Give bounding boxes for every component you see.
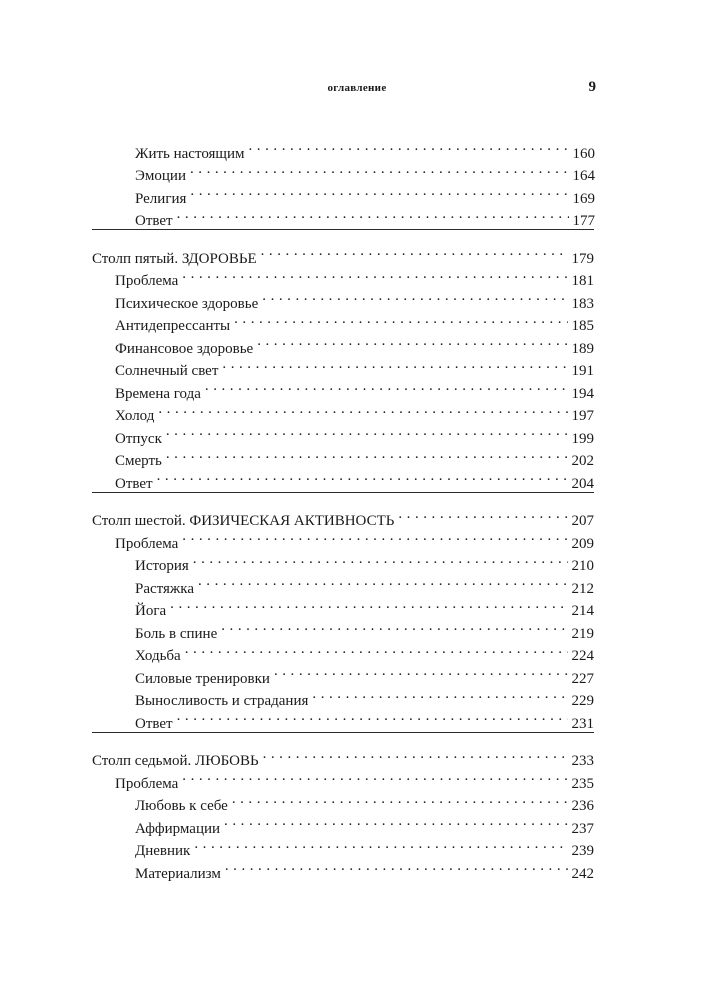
- toc-entry-page: 227: [571, 670, 594, 687]
- dot-leader: [190, 158, 569, 181]
- toc-entry[interactable]: [92, 263, 594, 289]
- toc-entry-label: Ответ: [115, 475, 153, 492]
- toc-entry[interactable]: [92, 465, 594, 492]
- toc-entry-label: Йога: [135, 603, 167, 619]
- toc-entry-label: Проблема: [115, 775, 179, 792]
- toc-entry[interactable]: [92, 810, 594, 837]
- dot-leader: [263, 743, 568, 766]
- toc-entry-label: Психическое здоровье: [115, 295, 259, 312]
- dot-leader: [232, 788, 568, 811]
- dot-leader: [157, 465, 568, 488]
- dot-leader: [205, 375, 568, 398]
- dot-leader: [182, 263, 567, 286]
- toc-entry-page: 185: [571, 318, 594, 334]
- toc-entry-label: Отпуск: [115, 430, 162, 447]
- toc-entry-page: 235: [571, 775, 594, 792]
- toc-continued-group: [0, 133, 714, 229]
- toc-entry-page: 204: [571, 475, 594, 492]
- toc-entry-page: 210: [571, 558, 594, 574]
- toc-part-page: 179: [571, 250, 594, 267]
- toc-entry-page: 214: [571, 603, 594, 619]
- toc-entry-label: Аффирмации: [135, 820, 221, 837]
- toc-entry-page: 209: [571, 535, 594, 552]
- toc-entry-page: 160: [572, 145, 595, 162]
- dot-leader: [274, 660, 568, 683]
- toc-entry[interactable]: [92, 548, 594, 574]
- toc-entry-label: Боль в спине: [135, 625, 218, 642]
- dot-leader: [224, 810, 567, 833]
- toc-entry-label: Антидепрессанты: [115, 318, 231, 334]
- dot-leader: [222, 353, 567, 376]
- toc-entry[interactable]: [92, 308, 594, 334]
- toc-entry[interactable]: [92, 788, 594, 814]
- toc-entry-label: Ходьба: [135, 648, 181, 664]
- toc-part-title: Столп седьмой. ЛЮБОВЬ: [92, 753, 259, 769]
- toc-entry-label: Проблема: [115, 273, 179, 289]
- toc-part-title: Столп пятый. ЗДОРОВЬЕ: [92, 250, 257, 267]
- toc-part-page: 233: [571, 753, 594, 769]
- toc-entry-label: Смерть: [115, 453, 162, 469]
- toc-entry[interactable]: [92, 398, 594, 424]
- toc-entry-page: 236: [571, 798, 594, 814]
- dot-leader: [262, 285, 567, 308]
- toc-entry[interactable]: [92, 353, 594, 379]
- dot-leader: [190, 180, 568, 203]
- toc-entry[interactable]: [92, 525, 594, 552]
- toc-entry-page: 181: [571, 273, 594, 289]
- toc-entry-page: 177: [572, 213, 595, 229]
- dot-leader: [177, 705, 568, 728]
- dot-leader: [398, 503, 567, 526]
- dot-leader: [166, 443, 568, 466]
- dot-leader: [261, 240, 568, 263]
- toc-entry-label: Эмоции: [135, 168, 186, 184]
- dot-leader: [198, 570, 568, 593]
- toc-entry[interactable]: [0, 203, 714, 229]
- table-of-contents: [0, 133, 714, 882]
- toc-entry-label: Выносливость и страдания: [135, 693, 309, 709]
- toc-entry-page: 224: [571, 648, 594, 664]
- dot-leader: [257, 330, 567, 353]
- page-number: 9: [588, 79, 596, 95]
- toc-entry-label: Солнечный свет: [115, 363, 219, 379]
- toc-part-title: Столп шестой. ФИЗИЧЕСКАЯ АКТИВНОСТЬ: [92, 513, 395, 529]
- toc-entry-page: 189: [571, 340, 594, 357]
- dot-leader: [249, 135, 569, 158]
- toc-entry-page: 239: [571, 843, 594, 859]
- toc-entry-page: 197: [571, 408, 594, 424]
- toc-entry-page: 183: [571, 295, 594, 312]
- toc-entry[interactable]: [92, 615, 594, 642]
- toc-entry[interactable]: [92, 765, 594, 792]
- toc-entry-page: 231: [571, 715, 594, 732]
- dot-leader: [185, 638, 568, 661]
- toc-entry[interactable]: [92, 375, 594, 402]
- toc-part-heading[interactable]: [92, 240, 594, 267]
- toc-entry[interactable]: [92, 593, 594, 619]
- dot-leader: [182, 525, 567, 548]
- dot-leader: [182, 765, 567, 788]
- toc-entry-label: Материализм: [135, 865, 221, 882]
- toc-entry-label: Религия: [135, 190, 187, 207]
- dot-leader: [170, 593, 567, 616]
- toc-entry-label: Ответ: [135, 213, 173, 229]
- toc-entry[interactable]: [92, 833, 594, 859]
- toc-entry[interactable]: [92, 855, 594, 882]
- toc-entry-label: Жить настоящим: [135, 145, 245, 162]
- toc-part-heading[interactable]: [92, 503, 594, 529]
- toc-entry-page: 199: [571, 430, 594, 447]
- toc-part-group: [92, 229, 594, 492]
- toc-entry[interactable]: [92, 638, 594, 664]
- toc-entry-label: Растяжка: [135, 580, 194, 597]
- toc-entry[interactable]: [92, 443, 594, 469]
- toc-entry-label: Силовые тренировки: [135, 670, 270, 687]
- toc-entry-label: Ответ: [135, 715, 173, 732]
- toc-entry-page: 242: [571, 865, 594, 882]
- dot-leader: [221, 615, 567, 638]
- toc-entry-label: Финансовое здоровье: [115, 340, 254, 357]
- toc-entry[interactable]: [92, 570, 594, 597]
- toc-entry-page: 169: [572, 190, 595, 207]
- toc-entry-label: Холод: [115, 408, 155, 424]
- toc-part-group: [92, 732, 594, 882]
- toc-part-page: 207: [571, 513, 594, 529]
- toc-entry-label: Времена года: [115, 385, 201, 402]
- toc-entry-label: Дневник: [135, 843, 191, 859]
- toc-entry-page: 212: [571, 580, 594, 597]
- toc-entry-page: 191: [571, 363, 594, 379]
- dot-leader: [234, 308, 567, 331]
- toc-entry-page: 202: [571, 453, 594, 469]
- toc-entry[interactable]: [0, 180, 714, 207]
- dot-leader: [312, 683, 567, 706]
- toc-entry[interactable]: [92, 420, 594, 447]
- toc-entry-label: Проблема: [115, 535, 179, 552]
- running-title: оглавление: [327, 82, 387, 94]
- toc-entry[interactable]: [0, 135, 714, 162]
- toc-entry-page: 237: [571, 820, 594, 837]
- toc-entry-page: 164: [572, 168, 595, 184]
- toc-entry[interactable]: [92, 285, 594, 312]
- toc-entry-page: 194: [571, 385, 594, 402]
- toc-entry-page: 219: [571, 625, 594, 642]
- toc-entry-page: 229: [571, 693, 594, 709]
- dot-leader: [166, 420, 568, 443]
- dot-leader: [225, 855, 568, 878]
- toc-entry[interactable]: [0, 158, 714, 184]
- dot-leader: [194, 833, 567, 856]
- toc-entry-label: История: [135, 558, 189, 574]
- dot-leader: [158, 398, 567, 421]
- toc-entry[interactable]: [92, 683, 594, 709]
- running-header: [0, 79, 714, 99]
- dot-leader: [193, 548, 568, 571]
- toc-entry[interactable]: [92, 330, 594, 357]
- toc-entry-label: Любовь к себе: [135, 798, 228, 814]
- dot-leader: [177, 203, 569, 226]
- toc-part-group: [92, 492, 594, 732]
- toc-entry[interactable]: [92, 660, 594, 687]
- toc-part-heading[interactable]: [92, 743, 594, 769]
- toc-entry[interactable]: [92, 705, 594, 732]
